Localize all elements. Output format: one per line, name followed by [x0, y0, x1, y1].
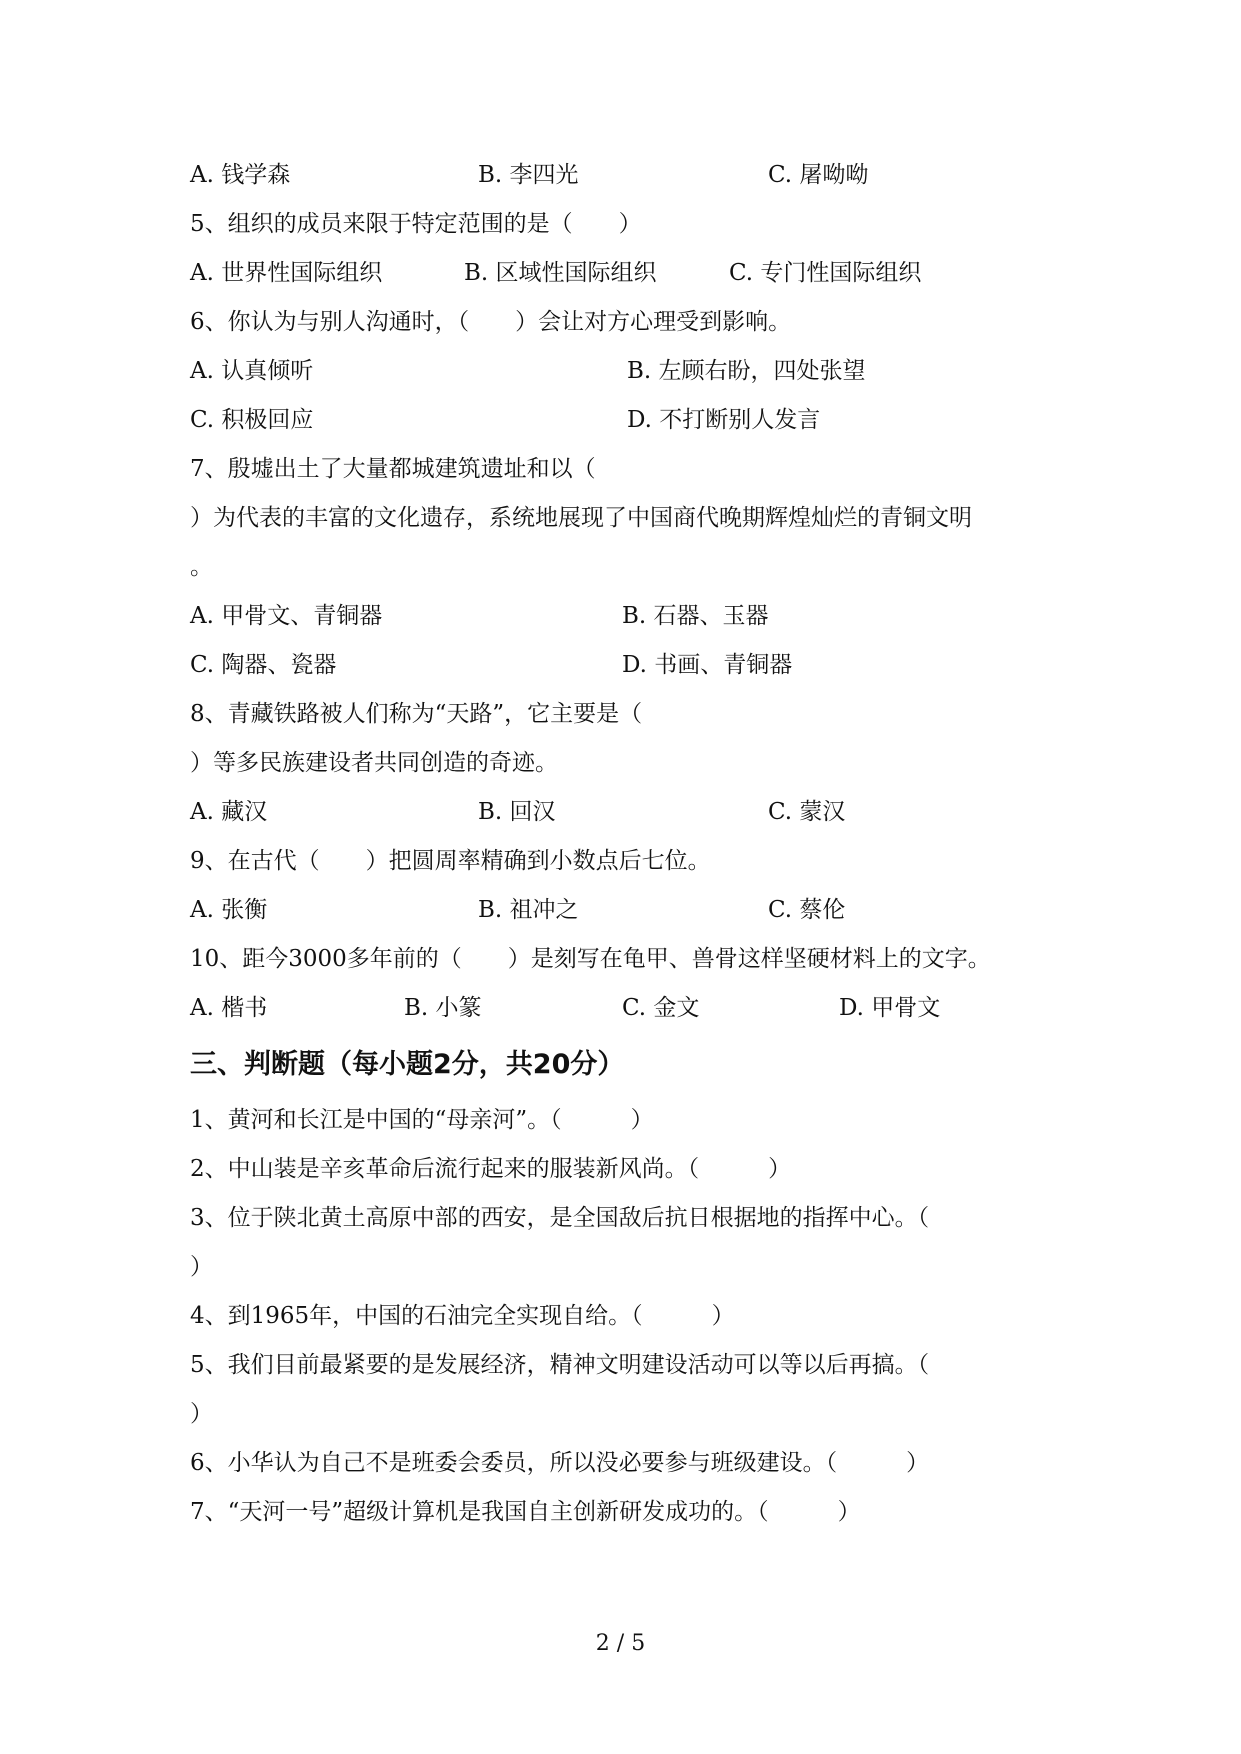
- q8-option-b: B. 回汉: [478, 799, 556, 825]
- q7-option-d: D. 书画、青铜器: [622, 652, 793, 678]
- tf-line-6: 6、小华认为自己不是班委会委员，所以没必要参与班级建设。（ ）: [190, 1450, 930, 1476]
- tf-line-5-cont: ）: [190, 1401, 213, 1427]
- page-number: 2 / 5: [595, 1631, 646, 1656]
- q8-stem-line-1: 8、青藏铁路被人们称为“天路”，它主要是（: [190, 701, 643, 727]
- q7-stem-line-2: ）为代表的丰富的文化遗存，系统地展现了中国商代晚期辉煌灿烂的青铜文明: [190, 505, 972, 531]
- tf-line-3: 3、位于陕北黄土高原中部的西安，是全国敌后抗日根据地的指挥中心。（: [190, 1205, 930, 1231]
- q6-option-b: B. 左顾右盼，四处张望: [627, 358, 866, 384]
- q6-option-c: C. 积极回应: [190, 407, 314, 433]
- tf-line-7: 7、“天河一号”超级计算机是我国自主创新研发成功的。（ ）: [190, 1499, 861, 1525]
- q8-option-a: A. 藏汉: [190, 799, 268, 825]
- q10-option-c: C. 金文: [622, 995, 700, 1021]
- q10-stem: 10、距今3000多年前的（ ）是刻写在龟甲、兽骨这样坚硬材料上的文字。: [190, 946, 991, 972]
- q8-stem-line-2: ）等多民族建设者共同创造的奇迹。: [190, 750, 558, 776]
- q6-option-a: A. 认真倾听: [190, 358, 314, 384]
- q10-option-a: A. 楷书: [190, 995, 268, 1021]
- q8-option-c: C. 蒙汉: [768, 799, 846, 825]
- q7-option-a: A. 甲骨文、青铜器: [190, 603, 383, 629]
- q10-option-b: B. 小篆: [404, 995, 482, 1021]
- q7-stem-line-3: 。: [190, 554, 213, 580]
- q7-option-b: B. 石器、玉器: [622, 603, 769, 629]
- q9-option-a: A. 张衡: [190, 897, 268, 923]
- q9-option-c: C. 蔡伦: [768, 897, 846, 923]
- q4-option-b: B. 李四光: [478, 162, 579, 188]
- section-3-title: 三、判断题（每小题2分，共20分）: [190, 1049, 625, 1080]
- q10-option-d: D. 甲骨文: [839, 995, 941, 1021]
- tf-line-4: 4、到1965年，中国的石油完全实现自给。（ ）: [190, 1303, 735, 1329]
- tf-line-3-cont: ）: [190, 1254, 213, 1280]
- q6-option-d: D. 不打断别人发言: [627, 407, 821, 433]
- q6-stem: 6、你认为与别人沟通时，（ ）会让对方心理受到影响。: [190, 309, 792, 335]
- q5-stem: 5、组织的成员来限于特定范围的是（ ）: [190, 211, 642, 237]
- tf-line-1: 1、黄河和长江是中国的“母亲河”。（ ）: [190, 1107, 654, 1133]
- q7-option-c: C. 陶器、瓷器: [190, 652, 337, 678]
- tf-line-5: 5、我们目前最紧要的是发展经济，精神文明建设活动可以等以后再搞。（: [190, 1352, 930, 1378]
- q5-option-a: A. 世界性国际组织: [190, 260, 383, 286]
- q7-stem-line-1: 7、殷墟出土了大量都城建筑遗址和以（: [190, 456, 596, 482]
- q4-option-c: C. 屠呦呦: [768, 162, 869, 188]
- q9-stem: 9、在古代（ ）把圆周率精确到小数点后七位。: [190, 848, 711, 874]
- q9-option-b: B. 祖冲之: [478, 897, 579, 923]
- q4-option-a: A. 钱学森: [190, 162, 291, 188]
- tf-line-2: 2、中山装是辛亥革命后流行起来的服装新风尚。（ ）: [190, 1156, 792, 1182]
- q5-option-c: C. 专门性国际组织: [729, 260, 922, 286]
- q5-option-b: B. 区域性国际组织: [464, 260, 657, 286]
